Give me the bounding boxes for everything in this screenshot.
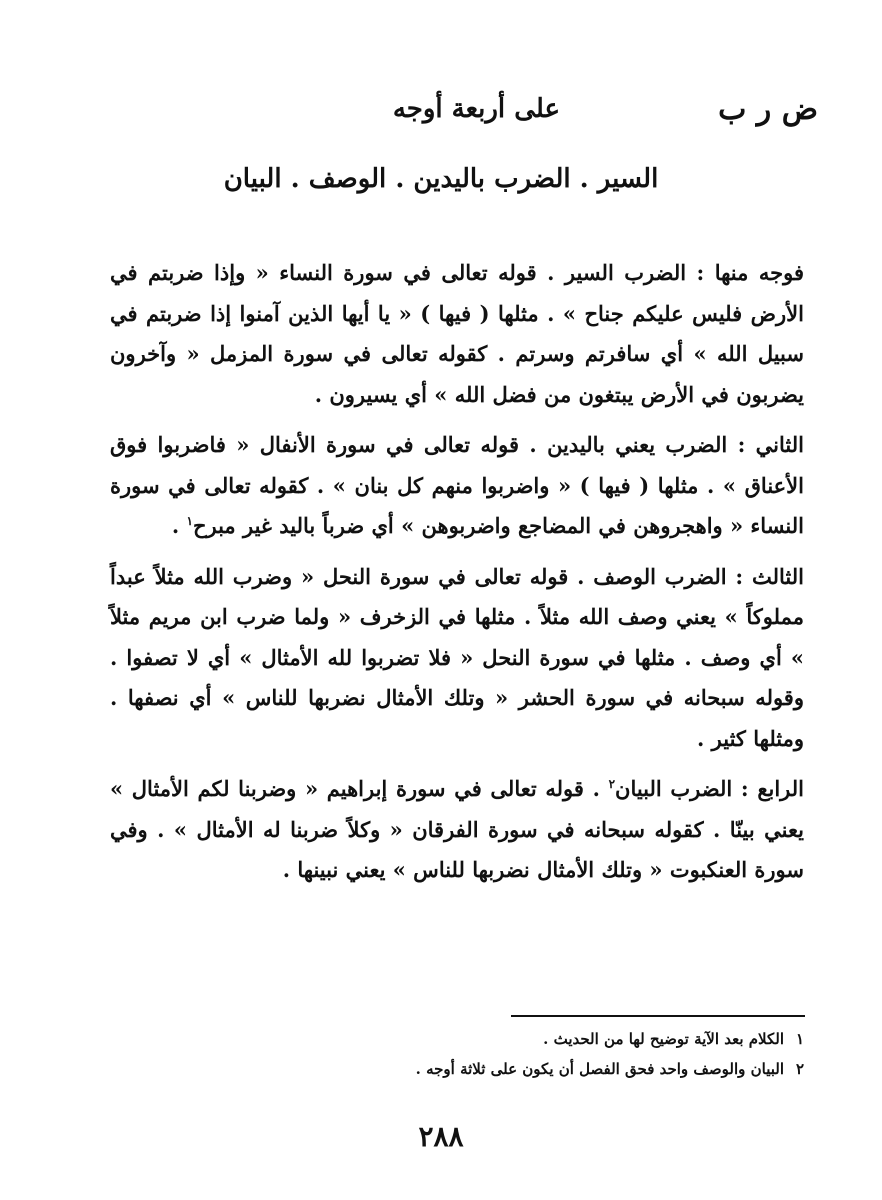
paragraph-text: . قوله تعالى في سورة إبراهيم « وضربنا لكم الأمثال » يعني بينّا . كقوله سبحانه في سورة الفرقان « وكلاً ضربنا له الأمثال » . وفي سورة العنكبوت « وتلك الأمثال نضربها للناس » يعني نبينها . (110, 776, 804, 882)
paragraph-text: الثاني : الضرب يعني باليدين . قوله تعالى في سورة الأنفال « فاضربوا فوق الأعناق » . مثلها ( فيها ) « واضربوا منهم كل بنان » . كقوله تعالى في سورة النساء « واهجروهن في المضاجع واضربوهن » أي ضرباً باليد غير مبرح (110, 432, 804, 538)
paragraph-fourth-meaning (110, 769, 804, 891)
paragraph-text: الثالث : الضرب الوصف . قوله تعالى في سورة النحل « وضرب الله مثلاً عبداً مملوكاً » يعني وصف الله مثلاً . مثلها في الزخرف « ولما ضرب ابن مريم مثلاً » أي وصف . مثلها في سورة النحل « فلا تضربوا لله الأمثال » أي لا تصفوا . وقوله سبحانه في سورة الحشر « وتلك الأمثال نضربها للناس » أي نصفها . ومثلها كثير . (110, 563, 804, 751)
entry-subtitle: السير . الضرب باليدين . الوصف . البيان (223, 164, 659, 194)
entry-root-letters: ض ر ب (718, 92, 818, 127)
footnote-text: الكلام بعد الآية توضيح لها من الحديث . (543, 1030, 784, 1048)
footnote-marker-2: ٢ (608, 777, 616, 791)
page-number: ٢٨٨ (418, 1120, 464, 1153)
footnotes (110, 1024, 804, 1084)
paragraph-second-meaning: الثاني : الضرب يعني باليدين . قوله تعالى في سورة الأنفال « فاضربوا فوق الأعناق » . مثلها ( فيها ) « واضربوا منهم كل بنان » . كقوله تعالى في سورة النساء « واهجروهن في المضاجع واضربوهن » أي ضرباً باليد غير مبرح$^١$ . (110, 432, 804, 538)
entry-header-title: على أربعة أوجه (392, 94, 560, 124)
entry-body (110, 253, 804, 901)
footnote-1 (110, 1024, 804, 1054)
footnote-2 (110, 1054, 804, 1084)
footnote-text: البيان والوصف واحد فحق الفصل أن يكون على ثلاثة أوجه . (415, 1060, 784, 1078)
paragraph-first-meaning (110, 253, 804, 415)
footnote-number: ٢ (795, 1060, 804, 1078)
paragraph-lead: الرابع : الضرب البيان (615, 776, 804, 801)
footnote-marker-1: ١ (186, 514, 193, 528)
paragraph-text: فوجه منها : الضرب السير . قوله تعالى في سورة النساء « وإذا ضربتم في الأرض فليس عليكم جناح » . مثلها ( فيها ) « يا أيها الذين آمنوا إذا ضربتم في سبيل الله » أي سافرتم وسرتم . كقوله تعالى في سورة المزمل « وآخرون يضربون في الأرض يبتغون من فضل الله » أي يسيرون . (110, 260, 804, 407)
paragraph-third-meaning (110, 557, 804, 760)
footnote-number: ١ (795, 1030, 804, 1048)
footnote-divider (511, 1015, 805, 1017)
